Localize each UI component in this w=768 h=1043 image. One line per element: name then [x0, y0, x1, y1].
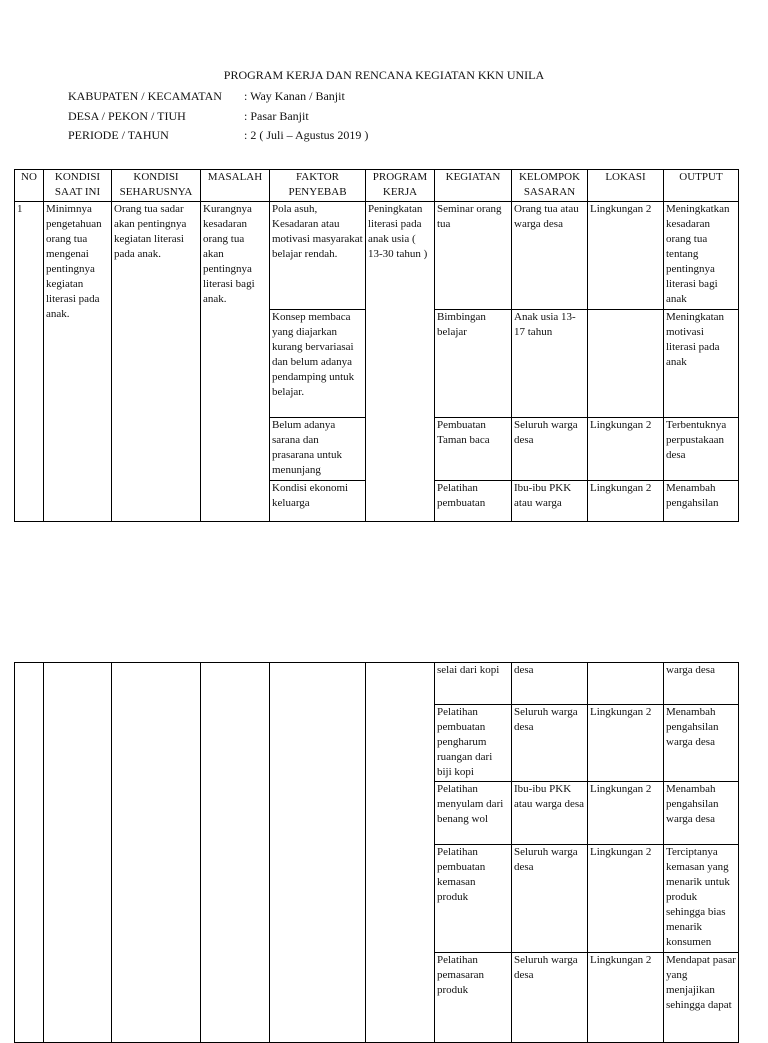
cell-kondisi-seharusnya-empty: [112, 663, 201, 1043]
header-masalah: MASALAH: [201, 170, 270, 202]
meta-value-kabupaten: : Way Kanan / Banjit: [244, 89, 345, 103]
header-kondisi-saat-ini: KONDISI SAAT INI: [44, 170, 112, 202]
cell-kondisi-saat-ini-empty: [44, 663, 112, 1043]
cell-faktor: Konsep membaca yang diajarkan kurang bervariasai dan belum adanya pendamping untuk belajar.: [270, 310, 366, 418]
work-program-table-continued: [14, 662, 739, 1043]
cell-kegiatan: Pelatihan pembuatan kemasan produk: [435, 845, 512, 953]
table-row: [15, 202, 739, 310]
cell-kegiatan: Seminar orang tua: [435, 202, 512, 310]
header-faktor-penyebab: FAKTOR PENYEBAB: [270, 170, 366, 202]
cell-output: Menambah pengahsilan: [664, 481, 739, 522]
cell-lokasi: Lingkungan 2: [588, 418, 664, 481]
cell-lokasi: [588, 310, 664, 418]
cell-lokasi: Lingkungan 2: [588, 705, 664, 782]
cell-program-kerja: Peningkatan literasi pada anak usia ( 13-30 tahun ): [366, 202, 435, 522]
document-title: PROGRAM KERJA DAN RENCANA KEGIATAN KKN UNILA: [223, 68, 545, 82]
cell-kondisi-seharusnya: Orang tua sadar akan pentingnya kegiatan literasi pada anak.: [112, 202, 201, 522]
meta-label-kabupaten: KABUPATEN / KECAMATAN: [68, 89, 222, 103]
header-kelompok-sasaran: KELOMPOK SASARAN: [512, 170, 588, 202]
header-kondisi-seharusnya: KONDISI SEHARUSNYA: [112, 170, 201, 202]
cell-kondisi-saat-ini: Minimnya pengetahuan orang tua mengenai pentingnya kegiatan literasi pada anak.: [44, 202, 112, 522]
cell-faktor: Belum adanya sarana dan prasarana untuk menunjang: [270, 418, 366, 481]
cell-program-kerja-empty: [366, 663, 435, 1043]
cell-output: Meningkatkan kesadaran orang tua tentang pentingnya literasi bagi anak: [664, 202, 739, 310]
cell-output: Meningkatan motivasi literasi pada anak: [664, 310, 739, 418]
cell-kegiatan: selai dari kopi: [435, 663, 512, 705]
cell-sasaran: Seluruh warga desa: [512, 705, 588, 782]
table-header-row: [15, 170, 739, 202]
cell-lokasi: Lingkungan 2: [588, 953, 664, 1043]
cell-kegiatan: Bimbingan belajar: [435, 310, 512, 418]
table-row: [15, 663, 739, 705]
cell-masalah-empty: [201, 663, 270, 1043]
header-no: NO: [15, 170, 44, 202]
cell-no: 1: [15, 202, 44, 522]
cell-sasaran: Seluruh warga desa: [512, 845, 588, 953]
meta-label-desa: DESA / PEKON / TIUH: [68, 109, 186, 123]
cell-output: Terciptanya kemasan yang menarik untuk produk sehingga bias menarik konsumen: [664, 845, 739, 953]
header-program-kerja: PROGRAM KERJA: [366, 170, 435, 202]
cell-kegiatan: Pelatihan menyulam dari benang wol: [435, 782, 512, 845]
cell-sasaran: Seluruh warga desa: [512, 418, 588, 481]
cell-no-empty: [15, 663, 44, 1043]
cell-output: warga desa: [664, 663, 739, 705]
work-program-table: [14, 169, 739, 522]
header-kegiatan: KEGIATAN: [435, 170, 512, 202]
cell-lokasi: [588, 663, 664, 705]
cell-masalah: Kurangnya kesadaran orang tua akan pentingnya literasi bagi anak.: [201, 202, 270, 522]
cell-output: Menambah pengahsilan warga desa: [664, 705, 739, 782]
meta-label-periode: PERIODE / TAHUN: [68, 128, 169, 142]
cell-faktor: Pola asuh, Kesadaran atau motivasi masyarakat belajar rendah.: [270, 202, 366, 310]
cell-lokasi: Lingkungan 2: [588, 202, 664, 310]
cell-lokasi: Lingkungan 2: [588, 845, 664, 953]
cell-sasaran: Ibu-ibu PKK atau warga desa: [512, 782, 588, 845]
cell-output: Terbentuknya perpustakaan desa: [664, 418, 739, 481]
cell-kegiatan: Pelatihan pemasaran produk: [435, 953, 512, 1043]
meta-value-periode: : 2 ( Juli – Agustus 2019 ): [244, 128, 369, 142]
cell-lokasi: Lingkungan 2: [588, 782, 664, 845]
cell-faktor-empty: [270, 663, 366, 1043]
header-output: OUTPUT: [664, 170, 739, 202]
cell-sasaran: Seluruh warga desa: [512, 953, 588, 1043]
cell-sasaran: desa: [512, 663, 588, 705]
cell-sasaran: Ibu-ibu PKK atau warga: [512, 481, 588, 522]
header-lokasi: LOKASI: [588, 170, 664, 202]
cell-kegiatan: Pelatihan pembuatan pengharum ruangan dari biji kopi: [435, 705, 512, 782]
cell-lokasi: Lingkungan 2: [588, 481, 664, 522]
cell-sasaran: Anak usia 13-17 tahun: [512, 310, 588, 418]
cell-kegiatan: Pembuatan Taman baca: [435, 418, 512, 481]
meta-value-desa: : Pasar Banjit: [244, 109, 309, 123]
cell-kegiatan: Pelatihan pembuatan: [435, 481, 512, 522]
cell-output: Mendapat pasar yang menjajikan sehingga dapat: [664, 953, 739, 1043]
cell-sasaran: Orang tua atau warga desa: [512, 202, 588, 310]
cell-output: Menambah pengahsilan warga desa: [664, 782, 739, 845]
cell-faktor: Kondisi ekonomi keluarga: [270, 481, 366, 522]
